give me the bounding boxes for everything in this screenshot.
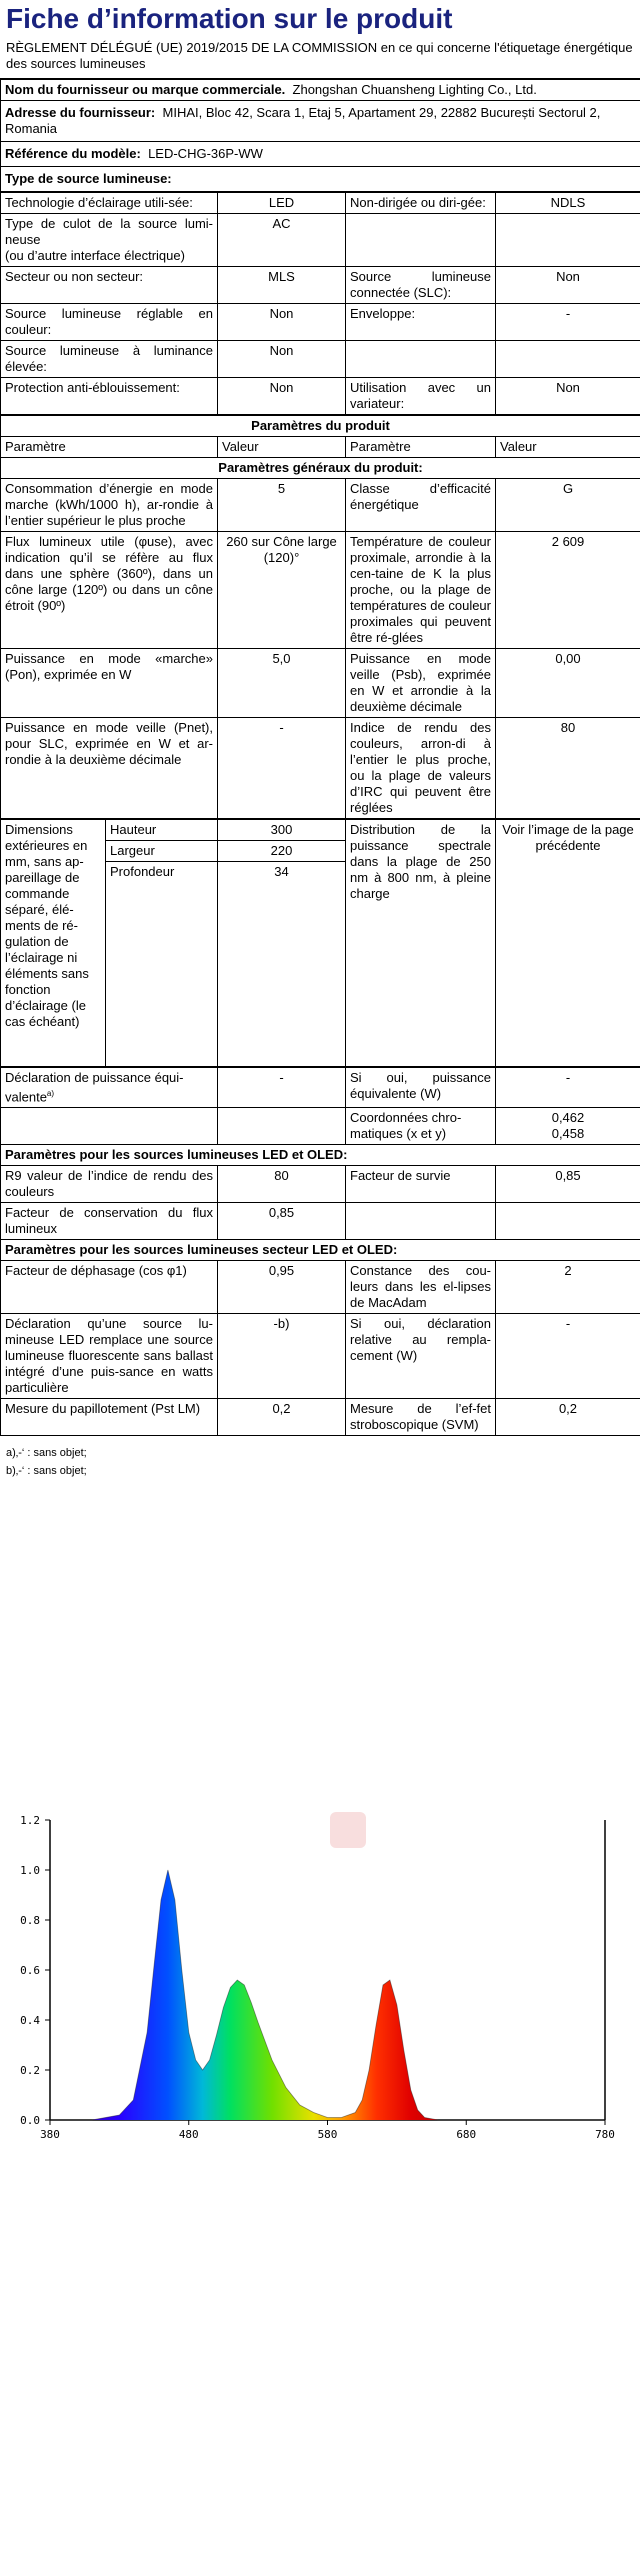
y-tick-label: 0.4 <box>20 2014 40 2027</box>
type-label-1: Source lumineuse réglable en couleur: <box>1 304 218 341</box>
depth-value: 34 <box>218 862 346 1067</box>
width-value: 220 <box>218 841 346 862</box>
led-row <box>1 1166 640 1203</box>
general-row <box>1 532 640 649</box>
source-type-label: Type de source lumineuse: <box>1 167 640 192</box>
x-tick-label: 580 <box>317 2128 338 2141</box>
equiv-yes-value: - <box>496 1068 640 1108</box>
footnotes <box>0 1436 640 1484</box>
mains-label-2: Si oui, déclaration relative au rempla-cement (W) <box>346 1314 496 1399</box>
type-value-2: Non <box>496 267 640 304</box>
spectral-label: Distribution de la puissance spectrale dans la plage de 250 nm à 800 nm, à pleine charge <box>346 820 496 1067</box>
type-value-1: Non <box>218 378 346 415</box>
type-value-1: AC <box>218 214 346 267</box>
type-row <box>1 341 640 378</box>
footnote-a: a)‚-‘ : sans objet; <box>6 1447 87 1460</box>
type-label-1: Secteur ou non secteur: <box>1 267 218 304</box>
width-label: Largeur <box>106 841 218 862</box>
params-table <box>0 415 640 819</box>
general-value-1: 260 sur Cône large (120)° <box>218 532 346 649</box>
mains-value-2: - <box>496 1314 640 1399</box>
x-tick-label: 380 <box>40 2128 60 2141</box>
equiv-yes-label: Si oui, puissance équivalente (W) <box>346 1068 496 1108</box>
mains-label-1: Mesure du papillotement (Pst LM) <box>1 1399 218 1436</box>
supplier-address-label: Adresse du fournisseur: <box>5 105 156 120</box>
mains-value-2: 0,2 <box>496 1399 640 1436</box>
spectrum-chart <box>0 1800 640 2160</box>
x-tick-label: 680 <box>456 2128 477 2141</box>
y-tick-label: 0.2 <box>20 2064 40 2077</box>
type-value-1: Non <box>218 304 346 341</box>
y-tick-label: 0.0 <box>20 2114 40 2127</box>
spectrum-svg <box>0 1800 640 2160</box>
mains-label-2: Mesure de l’ef-fet stroboscopique (SVM) <box>346 1399 496 1436</box>
general-value-2: 2 609 <box>496 532 640 649</box>
mains-row <box>1 1399 640 1436</box>
type-row <box>1 193 640 214</box>
dimensions-label: Dimensions extérieures en mm, sans ap-pareillage de commande séparé, élé-ments de ré-gulation de l’éclairage ni éléments sans fonction d’éclairage (le cas échéant) <box>1 820 106 1067</box>
chroma-values <box>496 1108 640 1145</box>
spectrum-area <box>50 1870 605 2120</box>
chroma-label: Coordonnées chro-matiques (x et y) <box>346 1108 496 1145</box>
equiv-decl-cell <box>1 1068 218 1108</box>
general-label-1: Puissance en mode «marche» (Pon), exprimée en W <box>1 649 218 718</box>
general-value-2: 80 <box>496 718 640 819</box>
x-tick-label: 780 <box>595 2128 615 2141</box>
general-value-1: 5 <box>218 479 346 532</box>
supplier-name-row <box>1 80 640 101</box>
led-label-2: Facteur de survie <box>346 1166 496 1203</box>
led-label-1: R9 valeur de l’indice de rendu des couleurs <box>1 1166 218 1203</box>
type-label-2 <box>346 214 496 267</box>
type-table <box>0 192 640 415</box>
mains-value-1: -b) <box>218 1314 346 1399</box>
general-value-2: G <box>496 479 640 532</box>
empty-cell <box>218 1108 346 1145</box>
type-value-1: LED <box>218 193 346 214</box>
general-value-2: 0,00 <box>496 649 640 718</box>
col-value-2: Valeur <box>496 437 640 458</box>
spectrum-line <box>50 1870 605 2120</box>
type-label-2: Source lumineuse connectée (SLC): <box>346 267 496 304</box>
mains-row <box>1 1261 640 1314</box>
y-tick-label: 0.8 <box>20 1914 40 1927</box>
general-row <box>1 479 640 532</box>
model-value: LED-CHG-36P-WW <box>148 146 263 161</box>
led-title: Paramètres pour les sources lumineuses LED et OLED: <box>1 1145 640 1166</box>
type-label-2 <box>346 341 496 378</box>
supplier-table <box>0 79 640 192</box>
x-tick-label: 480 <box>178 2128 199 2141</box>
col-value-1: Valeur <box>218 437 346 458</box>
chroma-y: 0,458 <box>551 1126 585 1142</box>
dimensions-table <box>0 819 640 1067</box>
type-row <box>1 214 640 267</box>
regulation-text: RÈGLEMENT DÉLÉGUÉ (UE) 2019/2015 DE LA COMMISSION en ce qui concerne l'étiquetage énergétique des sources lumineuses <box>0 36 640 79</box>
col-param-1: Paramètre <box>1 437 218 458</box>
mains-label-2: Constance des cou-leurs dans les el-lipses de MacAdam <box>346 1261 496 1314</box>
type-label-1: Protection anti-éblouissement: <box>1 378 218 415</box>
y-tick-label: 0.6 <box>20 1964 40 1977</box>
mains-row <box>1 1314 640 1399</box>
led-value-1: 0,85 <box>218 1203 346 1240</box>
depth-label: Profondeur <box>106 862 218 1067</box>
led-label-2 <box>346 1203 496 1240</box>
mains-label-1: Facteur de déphasage (cos φ1) <box>1 1261 218 1314</box>
supplier-name-label: Nom du fournisseur ou marque commerciale. <box>5 82 286 97</box>
general-label-2: Classe d’efficacité énergétique <box>346 479 496 532</box>
model-row <box>1 142 640 167</box>
height-value: 300 <box>218 820 346 841</box>
general-label-1: Consommation d’énergie en mode marche (kWh/1000 h), ar-rondie à l’entier supérieur le plus proche <box>1 479 218 532</box>
type-value-1: MLS <box>218 267 346 304</box>
type-label-1: Source lumineuse à luminance élevée: <box>1 341 218 378</box>
general-label-2: Température de couleur proximale, arrondie à la cen-taine de K la plus proche, ou la plage de températures de couleur proximales qui peuvent être ré-glées <box>346 532 496 649</box>
general-row <box>1 718 640 819</box>
supplier-address-value: MIHAI, Bloc 42, Scara 1, Etaj 5, Apartament 29, 22882 București Sectorul 2, Romania <box>5 105 601 136</box>
equiv-decl-label: Déclaration de puissance équi-valente <box>5 1070 184 1105</box>
general-value-1: 5,0 <box>218 649 346 718</box>
equiv-decl-value: - <box>218 1068 346 1108</box>
type-value-1: Non <box>218 341 346 378</box>
general-label-2: Puissance en mode veille (Psb), exprimée en W et arrondie à la deuxième décimale <box>346 649 496 718</box>
type-label-2: Enveloppe: <box>346 304 496 341</box>
type-value-2: - <box>496 304 640 341</box>
equiv-table <box>0 1067 640 1436</box>
mains-title: Paramètres pour les sources lumineuses secteur LED et OLED: <box>1 1240 640 1261</box>
led-value-2: 0,85 <box>496 1166 640 1203</box>
type-row <box>1 267 640 304</box>
general-label-1: Flux lumineux utile (φuse), avec indication qu’il se réfère au flux dans une sphère (360º), dans un cône large (120º) ou dans un cône étroit (90º) <box>1 532 218 649</box>
footnote-b: b)‚-‘ : sans objet; <box>6 1465 87 1478</box>
led-row <box>1 1203 640 1240</box>
equiv-decl-sup: a) <box>46 1089 55 1098</box>
general-row <box>1 649 640 718</box>
general-label-1: Puissance en mode veille (Pnet), pour SLC, exprimée en W et ar-rondie à la deuxième décimale <box>1 718 218 819</box>
type-row <box>1 378 640 415</box>
led-value-2 <box>496 1203 640 1240</box>
led-value-1: 80 <box>218 1166 346 1203</box>
type-value-2 <box>496 214 640 267</box>
height-label: Hauteur <box>106 820 218 841</box>
type-value-2: NDLS <box>496 193 640 214</box>
mains-value-1: 0,95 <box>218 1261 346 1314</box>
model-label: Référence du modèle: <box>5 146 141 161</box>
mains-value-2: 2 <box>496 1261 640 1314</box>
general-title: Paramètres généraux du produit: <box>1 458 640 479</box>
led-label-1: Facteur de conservation du flux lumineux <box>1 1203 218 1240</box>
type-value-2: Non <box>496 378 640 415</box>
mains-value-1: 0,2 <box>218 1399 346 1436</box>
type-value-2 <box>496 341 640 378</box>
supplier-address-row <box>1 101 640 142</box>
chroma-x: 0,462 <box>551 1110 585 1126</box>
type-label-1: Type de culot de la source lumi-neuse (ou d’autre interface électrique) <box>1 214 218 267</box>
type-label-2: Non-dirigée ou diri-gée: <box>346 193 496 214</box>
y-tick-label: 1.2 <box>20 1814 40 1827</box>
page-title: Fiche d’information sur le produit <box>6 3 453 34</box>
type-row <box>1 304 640 341</box>
supplier-name-value: Zhongshan Chuansheng Lighting Co., Ltd. <box>292 82 537 97</box>
type-label-2: Utilisation avec un variateur: <box>346 378 496 415</box>
params-title: Paramètres du produit <box>1 416 640 437</box>
col-param-2: Paramètre <box>346 437 496 458</box>
type-label-1: Technologie d’éclairage utili-sée: <box>1 193 218 214</box>
y-tick-label: 1.0 <box>20 1864 40 1877</box>
general-value-1: - <box>218 718 346 819</box>
spectral-value: Voir l’image de la page précédente <box>496 820 640 1067</box>
general-label-2: Indice de rendu des couleurs, arron-di à l’entier le plus proche, ou la plage de valeurs d’IRC qui peuvent être réglées <box>346 718 496 819</box>
empty-cell <box>1 1108 218 1145</box>
mains-label-1: Déclaration qu’une source lu-mineuse LED remplace une source lumineuse fluorescente sans ballast intégré d’une puis-sance en watts particulière <box>1 1314 218 1399</box>
